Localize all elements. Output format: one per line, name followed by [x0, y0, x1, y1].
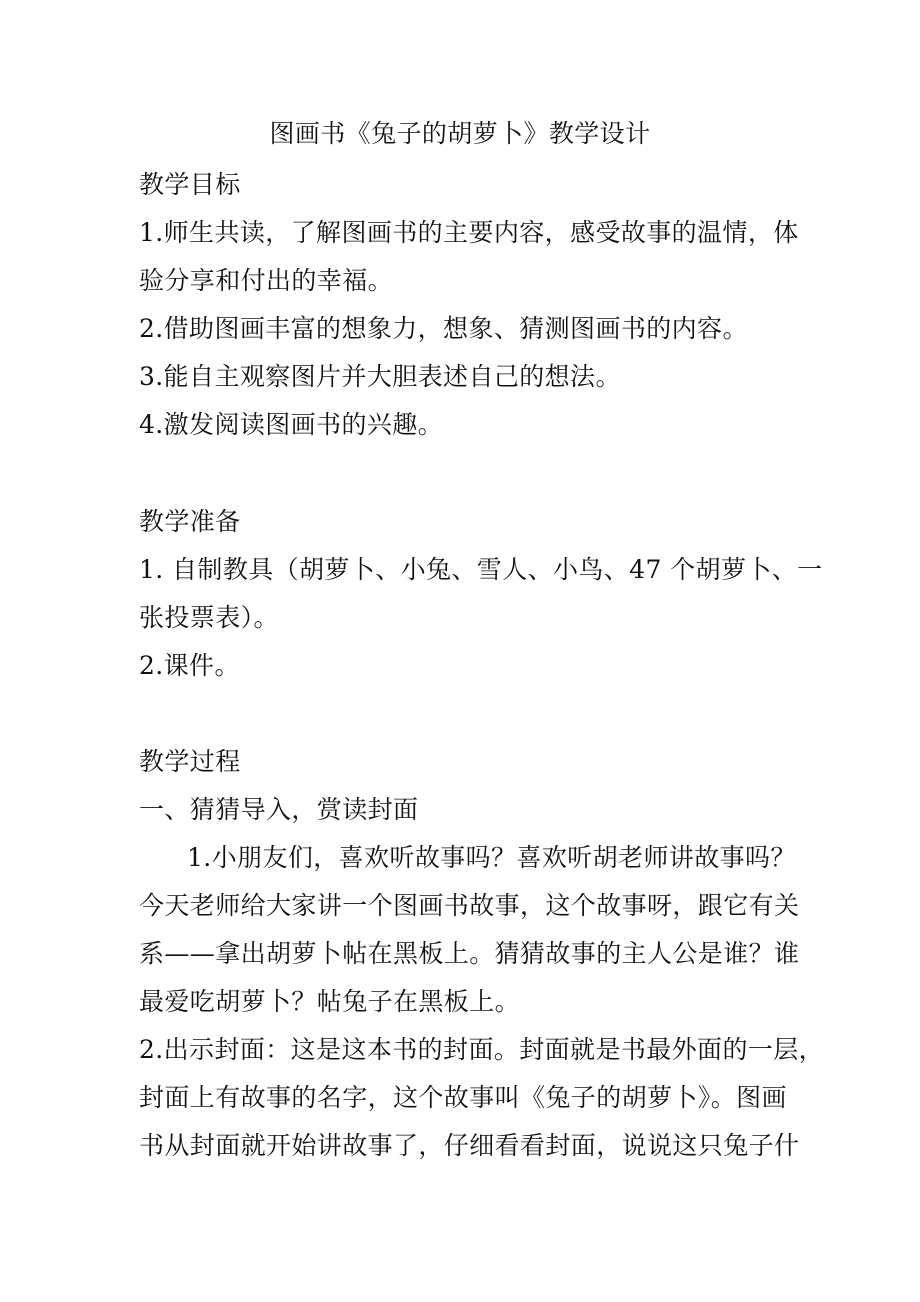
- process-heading: 教学过程: [139, 747, 241, 776]
- paragraph-line: 封面上有故事的名字，这个故事叫《兔子的胡萝卜》。图画: [139, 1083, 787, 1112]
- objective-line: 4.激发阅读图画书的兴趣。: [139, 410, 444, 439]
- objective-line: 验分享和付出的幸福。: [139, 266, 394, 295]
- preparation-line: 张投票表）。: [139, 603, 279, 632]
- paragraph-line: 1.小朋友们，喜欢听故事吗？喜欢听胡老师讲故事吗？: [187, 843, 796, 872]
- section-heading: 一、猜猜导入，赏读封面: [139, 795, 419, 824]
- paragraph-line: 最爱吃胡萝卜？帖兔子在黑板上。: [139, 987, 521, 1016]
- preparation-line: 1. 自制教具（胡萝卜、小兔、雪人、小鸟、47 个胡萝卜、一: [139, 555, 823, 584]
- preparation-heading: 教学准备: [139, 507, 241, 536]
- paragraph-line: 今天老师给大家讲一个图画书故事，这个故事呀，跟它有关: [139, 891, 800, 920]
- paragraph-line: 书从封面就开始讲故事了，仔细看看封面，说说这只兔子什: [139, 1131, 800, 1160]
- objective-line: 3.能自主观察图片并大胆表述自己的想法。: [139, 362, 621, 391]
- objective-line: 1.师生共读，了解图画书的主要内容，感受故事的温情，体: [139, 218, 799, 247]
- objective-line: 2.借助图画丰富的想象力，想象、猜测图画书的内容。: [139, 314, 748, 343]
- paragraph-line: 系——拿出胡萝卜帖在黑板上。猜猜故事的主人公是谁？谁: [139, 939, 800, 968]
- objectives-heading: 教学目标: [139, 170, 241, 199]
- document-title: 图画书《兔子的胡萝卜》教学设计: [269, 119, 651, 148]
- paragraph-line: 2.出示封面：这是这本书的封面。封面就是书最外面的一层，: [139, 1035, 825, 1064]
- preparation-line: 2.课件。: [139, 651, 240, 680]
